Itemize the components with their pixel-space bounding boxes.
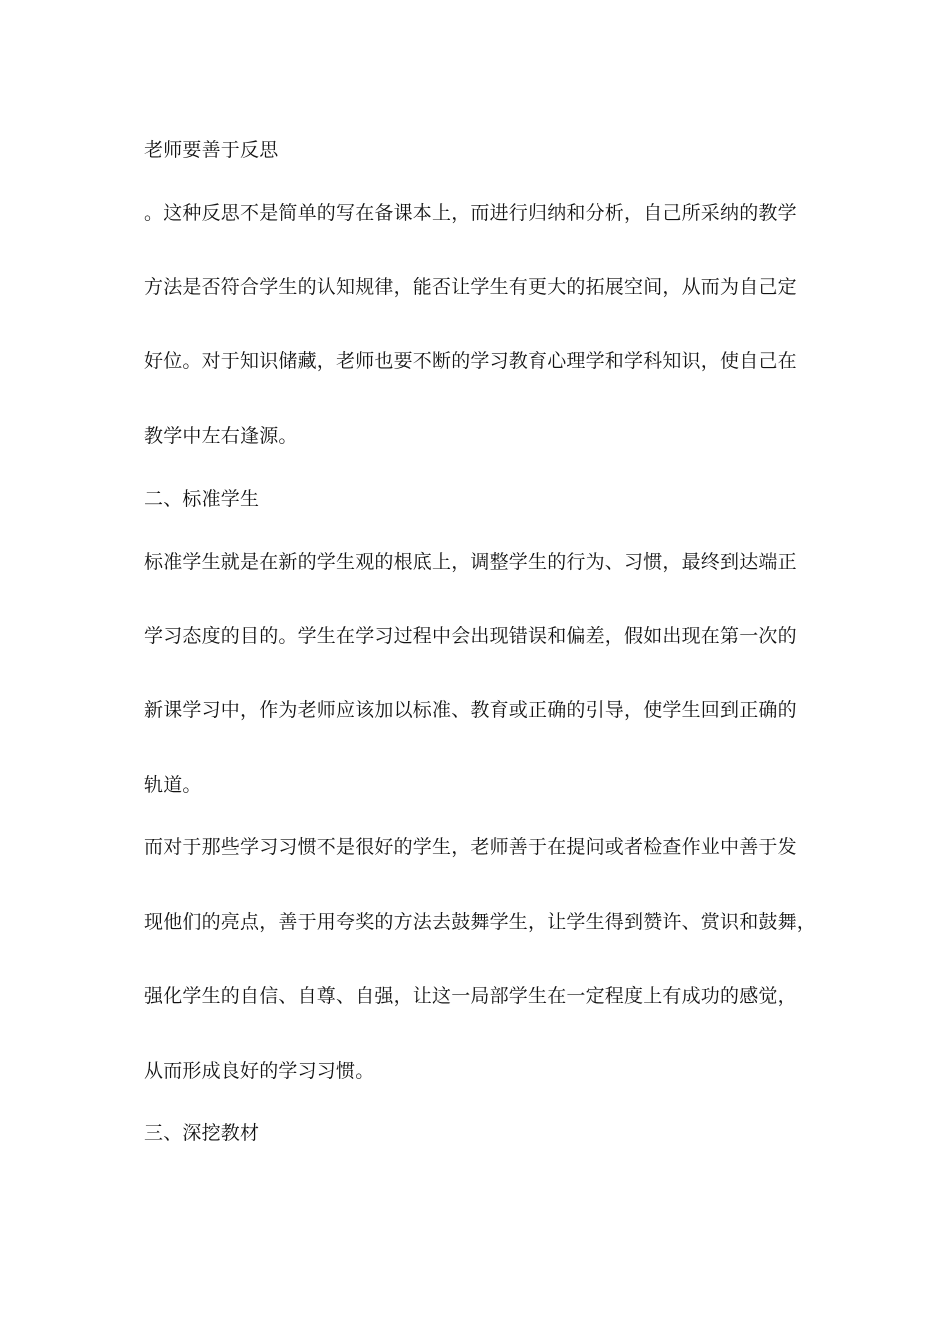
text-line: 方法是否符合学生的认知规律，能否让学生有更大的拓展空间，从而为自己定 [144,276,797,298]
text-line: 学习态度的目的。学生在学习过程中会出现错误和偏差，假如出现在第一次的 [144,625,797,647]
text-line: 。这种反思不是简单的写在备课本上，而进行归纳和分析，自己所采纳的教学 [144,202,797,224]
section-heading: 三、深挖教材 [144,1122,260,1144]
text-line: 而对于那些学习习惯不是很好的学生，老师善于在提问或者检查作业中善于发 [144,836,797,858]
text-line: 老师要善于反思 [144,139,279,161]
section-heading: 二、标准学生 [144,488,260,510]
text-line: 强化学生的自信、自尊、自强，让这一局部学生在一定程度上有成功的感觉， [144,985,797,1007]
text-line: 从而形成良好的学习习惯。 [144,1060,375,1082]
text-line: 现他们的亮点，善于用夸奖的方法去鼓舞学生，让学生得到赞许、赏识和鼓舞， [144,911,817,933]
text-line: 轨道。 [144,774,202,796]
text-line: 好位。对于知识储藏，老师也要不断的学习教育心理学和学科知识，使自己在 [144,350,797,372]
text-line: 新课学习中，作为老师应该加以标准、教育或正确的引导，使学生回到正确的 [144,699,797,721]
text-line: 标准学生就是在新的学生观的根底上，调整学生的行为、习惯，最终到达端正 [144,551,797,573]
text-line: 教学中左右逢源。 [144,425,298,447]
